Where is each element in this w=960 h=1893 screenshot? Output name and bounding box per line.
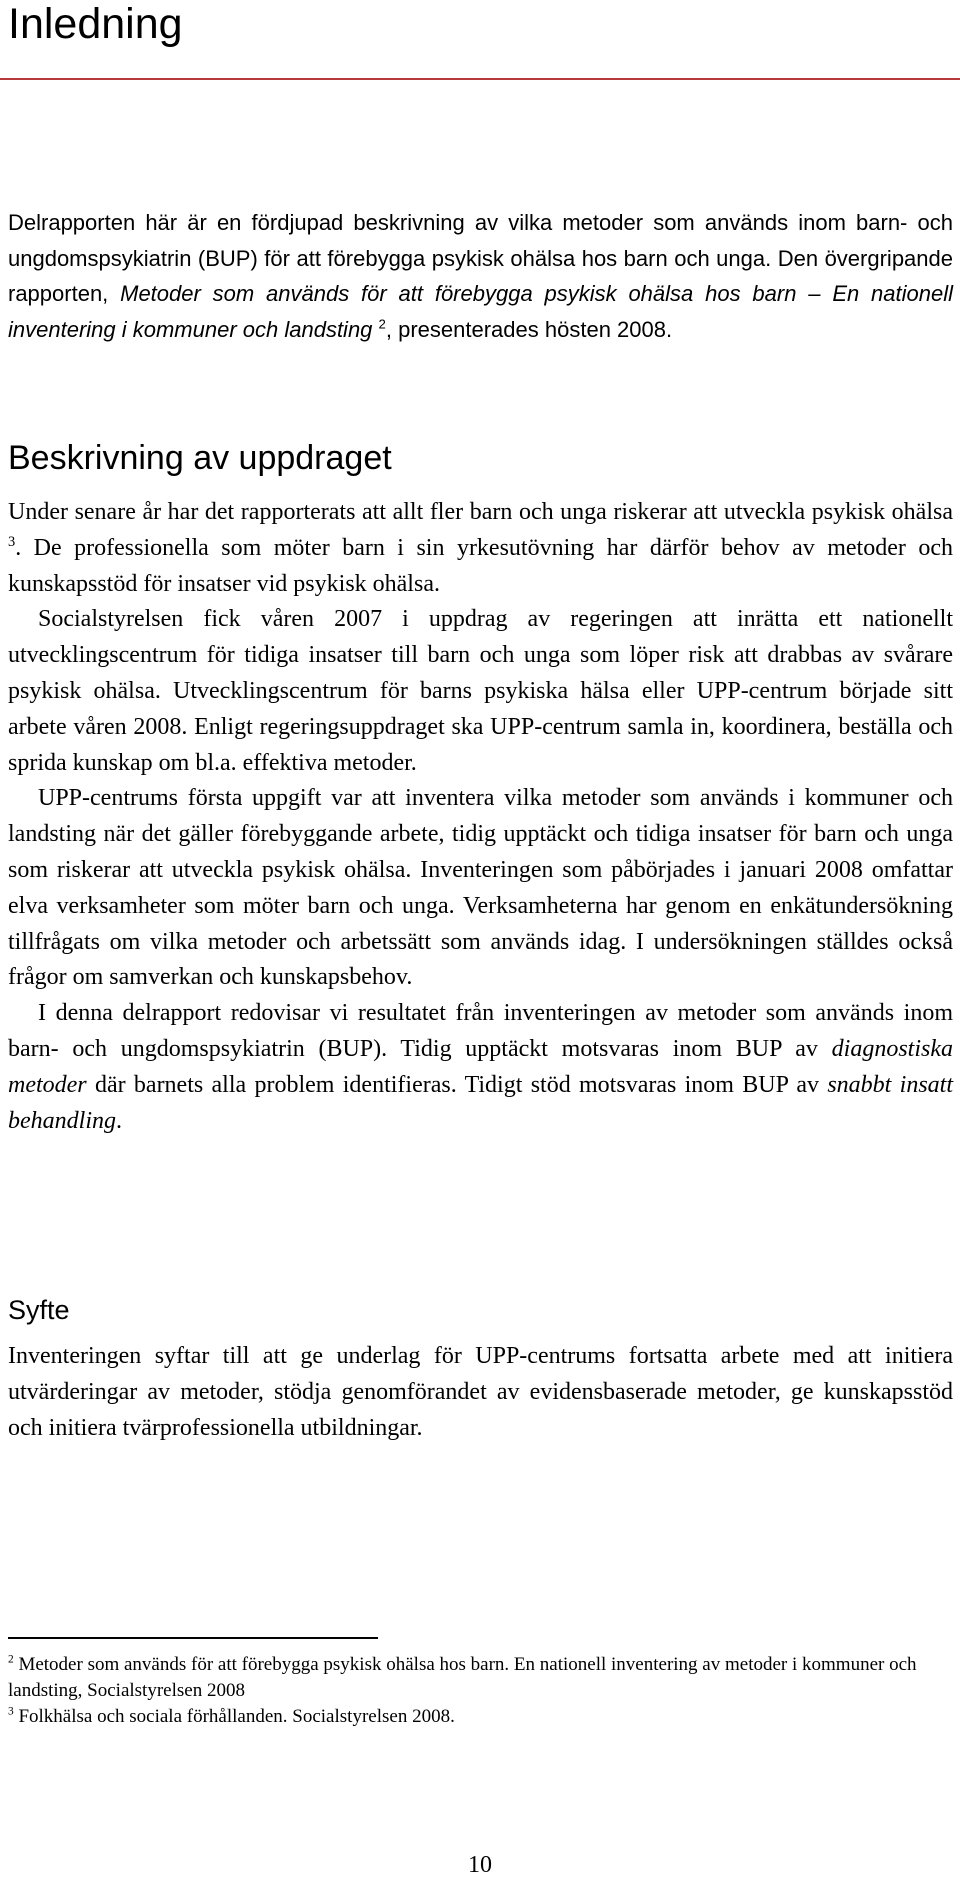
paragraph-1 <box>8 495 953 602</box>
section-heading-syfte: Syfte <box>8 1295 70 1325</box>
footnote-3-number: 3 <box>8 1705 14 1718</box>
intro-text-1: Delrapporten här är en fördjupad beskrivning av vilka metoder som används inom barn- och ungdomspsykiatrin (BUP) för att förebygga psykisk ohälsa hos barn och unga. Den övergripande rapporten, <box>8 210 953 306</box>
paragraph-4 <box>8 996 953 1139</box>
paragraph-3: UPP-centrums första uppgift var att inventera vilka metoder som används i kommuner och landsting när det gäller förebyggande arbete, tidig upptäckt och tidiga insatser för barn och unga som riskerar att utveckla psykisk ohälsa. Inventeringen som påbörjades i januari 2008 omfattar elva verksamheter som möter barn och unga. Verksamheterna har genom en enkätundersökning tillfrågats om vilka metoder och arbetssätt som används idag. I undersökningen ställdes också frågor om samverkan och kunskapsbehov. <box>8 785 953 991</box>
intro-text-2: , presenterades hösten 2008. <box>385 316 673 342</box>
paragraph-1-text-b: . De professionella som möter barn i sin yrkesutövning har därför behov av metoder och kunskapsstöd för insatser vid psykisk ohälsa. <box>8 534 953 597</box>
footnote-divider <box>8 1637 378 1639</box>
paragraph-4-text-b: där barnets alla problem identifieras. Tidigt stöd motsvaras inom BUP av <box>86 1071 828 1098</box>
section-heading-uppdrag: Beskrivning av uppdraget <box>8 439 392 477</box>
footnotes <box>8 1652 953 1730</box>
paragraph-4-text-a: I denna delrapport redovisar vi resultatet från inventeringen av metoder som används inom barn- och ungdomspsykiatrin (BUP). Tidig upptäckt motsvaras inom BUP av <box>8 1000 953 1062</box>
paragraph-2: Socialstyrelsen fick våren 2007 i uppdrag av regeringen att inrätta ett nationellt utvecklingscentrum för tidiga insatser till barn och unga som löper risk att drabbas av svårare psykisk ohälsa. Utvecklingscentrum för barns psykiska hälsa eller UPP-centrum började sitt arbete våren 2008. Enligt regeringsuppdraget ska UPP-centrum samla in, koordinera, beställa och sprida kunskap om bl.a. effektiva metoder. <box>8 606 953 776</box>
paragraph-4-text-c: . <box>116 1107 122 1134</box>
syfte-paragraph: Inventeringen syftar till att ge underlag för UPP-centrums fortsatta arbete med att initiera utvärderingar av metoder, stödja genomförandet av evidensbaserade metoder, ge kunskapsstöd och initiera tvärprofessionella utbildningar. <box>8 1343 953 1441</box>
footnote-3 <box>8 1704 953 1730</box>
paragraph-4-emphasis-1: diagnostiska metoder <box>8 1035 953 1098</box>
footnote-2 <box>8 1652 953 1704</box>
paragraph-4-emphasis-2: snabbt insatt behandling <box>8 1071 954 1134</box>
page-number: 10 <box>468 1852 492 1878</box>
footnote-ref-3: 3 <box>8 533 16 550</box>
footnote-2-number: 2 <box>8 1653 14 1666</box>
intro-report-title: Metoder som används för att förebygga psykisk ohälsa hos barn – En nationell inventering i kommuner och landsting <box>8 281 954 342</box>
page-heading: Inledning <box>8 0 183 48</box>
heading-divider <box>0 78 960 80</box>
footnote-2-text: Metoder som används för att förebygga psykisk ohälsa hos barn. En nationell inventering av metoder i kommuner och landsting, Socialstyrelsen 2008 <box>8 1654 917 1701</box>
paragraph-1-text-a: Under senare år har det rapporterats att allt fler barn och unga riskerar att utveckla psykisk ohälsa <box>8 499 953 525</box>
section-body-uppdrag <box>8 495 953 1139</box>
footnote-3-text: Folkhälsa och sociala förhållanden. Socialstyrelsen 2008. <box>13 1706 455 1727</box>
footnote-ref-2: 2 <box>378 316 386 332</box>
intro-paragraph <box>8 205 953 347</box>
